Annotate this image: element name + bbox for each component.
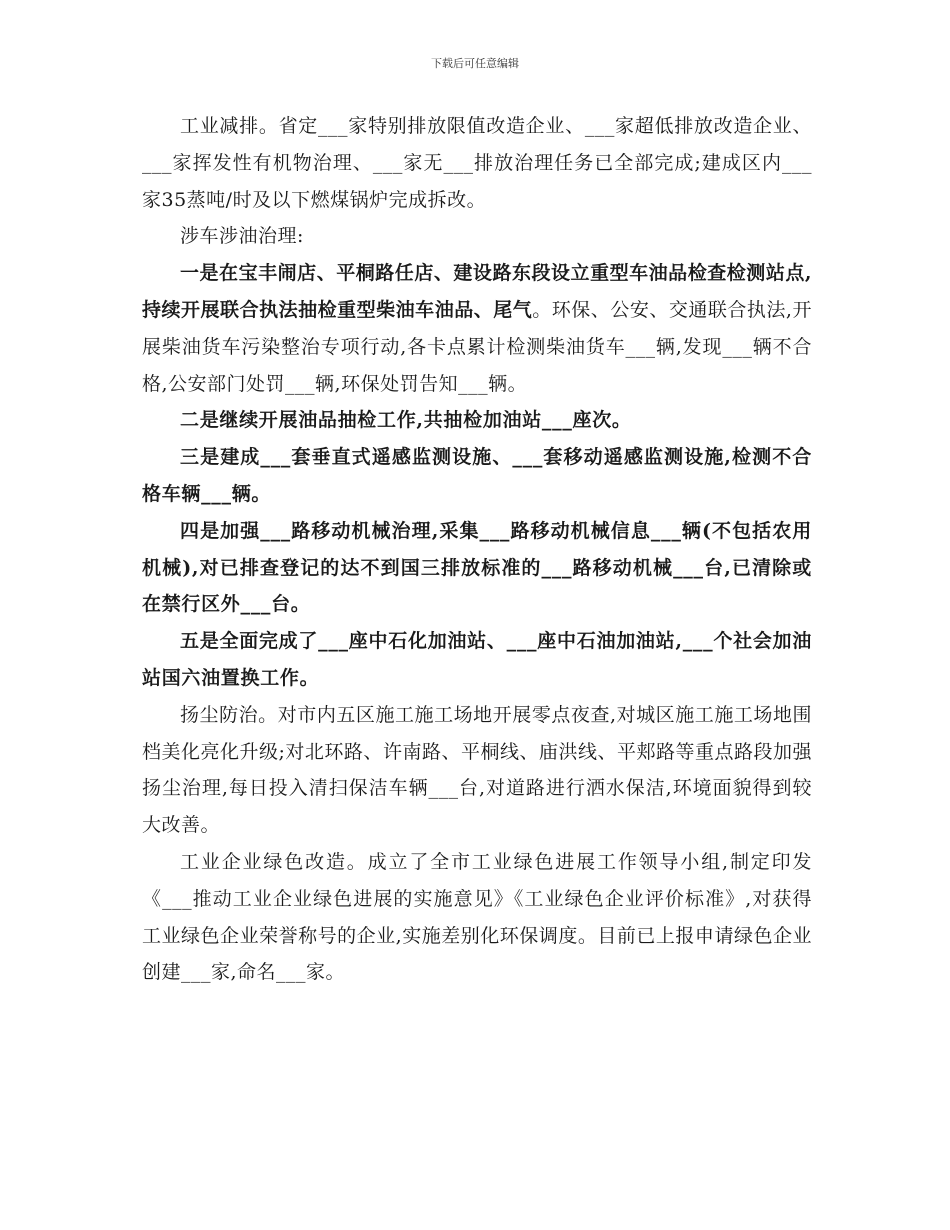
paragraph-item-one-bold: 一是在宝丰闹店、平桐路任店、建设路东段设立重型车油品检查检测站点,持续开展联合执法抽检重型柴油车油品、尾气: [142, 262, 812, 321]
paragraph-item-two: 二是继续开展油品抽检工作,共抽检加油站___座次。: [180, 409, 632, 432]
paragraph-vehicle-oil-heading: 涉车涉油治理:: [180, 225, 304, 248]
page-header: 下载后可任意编辑: [431, 57, 519, 70]
paragraph-item-three: 三是建成___套垂直式遥感监测设施、___套移动遥感监测设施,检测不合格车辆___辆。: [142, 446, 812, 505]
paragraph-dust-control: 扬尘防治。对市内五区施工施工场地开展零点夜查,对城区施工施工场地围档美化亮化升级;对北环路、许南路、平桐线、庙洪线、平郏路等重点路段加强扬尘治理,每日投入清扫保洁车辆___台,对道路进行洒水保洁,环境面貌得到较大改善。: [142, 703, 812, 837]
document-body: [142, 108, 812, 991]
paragraph-green-transformation: 工业企业绿色改造。成立了全市工业绿色进展工作领导小组,制定印发《___推动工业企业绿色进展的实施意见》《工业绿色企业评价标准》,对获得工业绿色企业荣誉称号的企业,实施差别化环保调度。目前已上报申请绿色企业创建___家,命名___家。: [142, 850, 812, 984]
paragraph-item-one-rest: 。环保、公安、交通联合执法,开展柴油货车污染整治专项行动,各卡点累计检测柴油货车___辆,发现___辆不合格,公安部门处罚___辆,环保处罚告知___辆。: [142, 298, 812, 395]
paragraph-industrial-emission: 工业减排。省定___家特别排放限值改造企业、___家超低排放改造企业、___家挥发性有机物治理、___家无___排放治理任务已全部完成;建成区内___家35蒸吨/时及以下燃煤锅炉完成拆改。: [142, 115, 812, 211]
paragraph-item-four: 四是加强___路移动机械治理,采集___路移动机械信息___辆(不包括农用机械),对已排查登记的达不到国三排放标准的___路移动机械___台,已清除或在禁行区外___台。: [142, 519, 812, 616]
paragraph-item-five: 五是全面完成了___座中石化加油站、___座中石油加油站,___个社会加油站国六油置换工作。: [142, 630, 812, 689]
paragraph-item-one: [142, 255, 812, 402]
